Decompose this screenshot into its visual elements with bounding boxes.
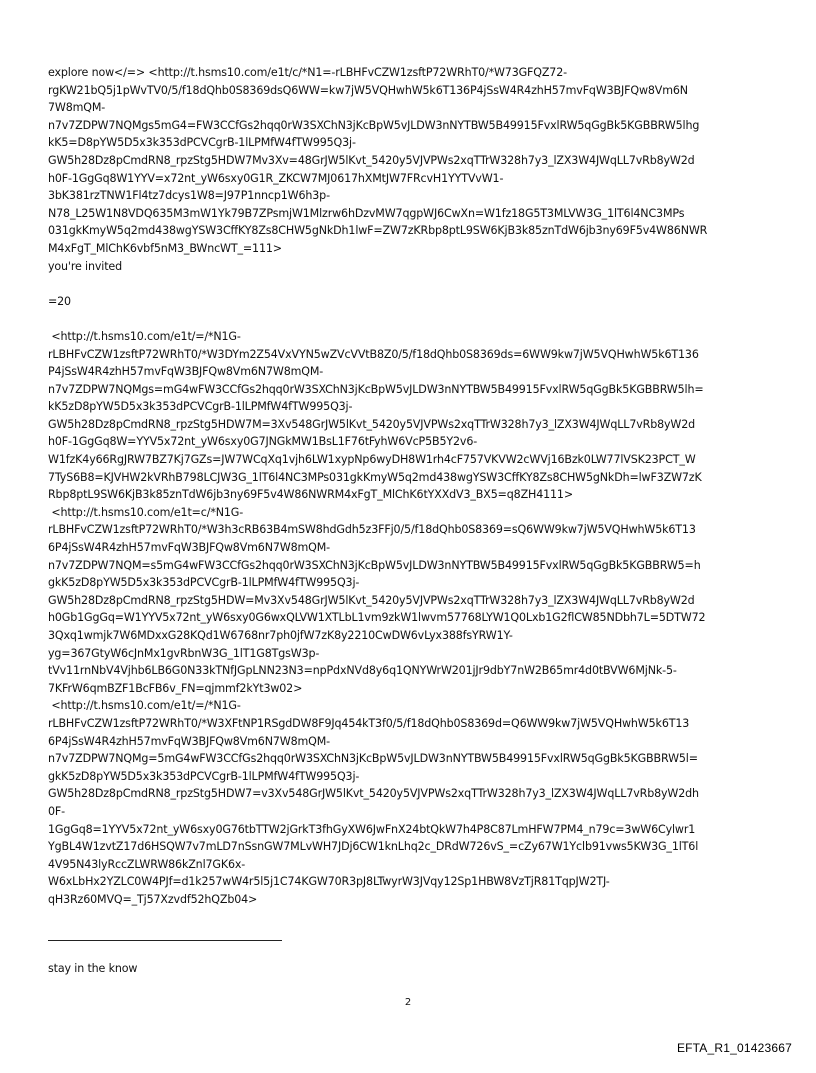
text-line: gkK5zD8pYW5D5x3k353dPCVCgrB-1lLPMfW4fTW995Q3j-: [48, 576, 360, 590]
blank-line: [48, 275, 772, 293]
text-line: 7KFrW6qmBZF1BcFB6v_FN=qjmmf2kYt3w02>: [48, 681, 303, 695]
text-line: 7TyS6B8=KJVHW2kVRhB798LCJW3G_1lT6l4NC3MPs031gkKmyW5q2md438wgYSW3CffKY8Zs8CHW5gNkDh=lwF3ZW7zK: [48, 470, 702, 484]
text-line: tVv11rnNbV4Vjhb6LB6G0N33kTNfJGpLNN23N3=npPdxNVd8y6q1QNYWrW201jJr9dbY7nW2B65mr4d0tBVW6MjNk-5-: [48, 664, 677, 678]
text-line: rLBHFvCZW1zsftP72WRhT0/*W3DYm2Z54VxVYN5wZVcVVtB8Z0/5/f18dQhb0S8369ds=6WW9kw7jW5VQHwhW5k6T136: [48, 347, 699, 361]
text-line: GW5h28Dz8pCmdRN8_rpzStg5HDW7Mv3Xv=48GrJW5lKvt_5420y5VJVPWs2xqTTrW328h7y3_lZX3W4JWqLL7vRb8yW2d: [48, 153, 695, 167]
bates-number: EFTA_R1_01423667: [676, 1041, 792, 1055]
text-line: h0F-1GgGq8W1YYV=x72nt_yW6sxy0G1R_ZKCW7MJ0617hXMtJW7FRcvH1YYTVvW1-: [48, 171, 504, 185]
footnote-separator: [48, 940, 282, 941]
text-line: GW5h28Dz8pCmdRN8_rpzStg5HDW=Mv3Xv548GrJW5lKvt_5420y5VJVPWs2xqTTrW328h7y3_lZX3W4JWqLL7vRb8yW2d: [48, 593, 695, 607]
text-line: rLBHFvCZW1zsftP72WRhT0/*W3XFtNP1RSgdDW8F9Jq454kT3f0/5/f18dQhb0S8369d=Q6WW9kw7jW5VQHwhW5k6T13: [48, 716, 690, 730]
text-line: you're invited: [48, 259, 122, 273]
text-line: rLBHFvCZW1zsftP72WRhT0/*W3h3cRB63B4mSW8hdGdh5z3FFj0/5/f18dQhb0S8369=sQ6WW9kw7jW5VQHwhW5k6T13: [48, 523, 696, 537]
text-line: n7v7ZDPW7NQM=s5mG4wFW3CCfGs2hqq0rW3SXChN3jKcBpW5vJLDW3nNYTBW5B49915FvxlRW5qGgBk5KGBBRW5=h: [48, 558, 701, 572]
text-line: <http://t.hsms10.com/e1t=c/*N1G-: [48, 505, 244, 519]
text-line: <http://t.hsms10.com/e1t/=/*N1G-: [48, 329, 241, 343]
text-line: 3bK381rzTNW1Fl4tz7dcys1W8=J97P1nncp1W6h3p-: [48, 189, 330, 203]
text-line: W1fzK4y66RgJRW7BZ7Kj7GZs=JW7WCqXq1vjh6LW1xypNp6wyDH8W1rh4cF757VKVW2cWVj16Bzk0LW77lVSK23PCT_W: [48, 453, 696, 467]
footnote-text: stay in the know: [48, 962, 138, 975]
text-line: kK5=D8pYW5D5x3k353dPCVCgrB-1lLPMfW4fTW995Q3j-: [48, 136, 356, 150]
text-line: GW5h28Dz8pCmdRN8_rpzStg5HDW7M=3Xv548GrJW5lKvt_5420y5VJVPWs2xqTTrW328h7y3_lZX3W4JWqLL7vRb8yW2d: [48, 417, 696, 431]
text-line: n7v7ZDPW7NQMgs5mG4=FW3CCfGs2hqq0rW3SXChN3jKcBpW5vJLDW3nNYTBW5B49915FvxlRW5qGgBk5KGBBRW5lhg: [48, 118, 700, 132]
text-line: N78_L25W1N8VDQ635M3mW1Yk79B7ZPsmjW1Mlzrw6hDzvMW7qgpWJ6CwXn=W1fz18G5T3MLVW3G_1lT6l4NC3MPs: [48, 206, 685, 220]
text-line: Rbp8ptL9SW6KjB3k85znTdW6jb3ny69F5v4W86NWRM4xFgT_MlChK6tYXXdV3_BX5=q8ZH4111>: [48, 488, 573, 502]
text-line: 6P4jSsW4R4zhH57mvFqW3BJFQw8Vm6N7W8mQM-: [48, 734, 331, 748]
text-line: W6xLbHx2YZLC0W4PJf=d1k257wW4r5l5j1C74KGW70R3pJ8LTwyrW3JVqy12Sp1HBW8VzTjR81TqpJW2TJ-: [48, 875, 610, 889]
text-line: =20: [48, 294, 71, 308]
text-line: n7v7ZDPW7NQMg=5mG4wFW3CCfGs2hqq0rW3SXChN3jKcBpW5vJLDW3nNYTBW5B49915FvxlRW5qGgBk5KGBBRW5l=: [48, 752, 698, 766]
text-line: 1GgGq8=1YYV5x72nt_yW6sxy0G76tbTTW2jGrkT3fhGyXW6JwFnX24btQkW7h4P8C87LmHFW7PM4_n79c=3wW6Cylwr1: [48, 822, 696, 836]
text-line: 0F-: [48, 804, 65, 818]
blank-line: [48, 310, 772, 328]
text-line: gkK5zD8pYW5D5x3k353dPCVCgrB-1lLPMfW4fTW995Q3j-: [48, 769, 360, 783]
page-number: 2: [404, 997, 412, 1008]
text-line: P4jSsW4R4zhH57mvFqW3BJFQw8Vm6N7W8mQM-: [48, 365, 324, 379]
text-line: yg=367GtyW6cJnMx1gvRbnW3G_1lT1G8TgsW3p-: [48, 646, 320, 660]
text-line: explore now</=> <http://t.hsms10.com/e1t/c/*N1=-rLBHFvCZW1zsftP72WRhT0/*W73GFQZ72-: [48, 66, 567, 79]
text-line: 4V95N43lyRccZLWRW86kZnl7GK6x-: [48, 857, 246, 871]
text-line: 7W8mQM-: [48, 101, 106, 115]
text-line: h0F-1GgGq8W=YYV5x72nt_yW6sxy0G7JNGkMW1BsL1F76tFyhW6VcP5B5Y2v6-: [48, 435, 478, 449]
text-line: GW5h28Dz8pCmdRN8_rpzStg5HDW7=v3Xv548GrJW5lKvt_5420y5VJVPWs2xqTTrW328h7y3_lZX3W4JWqLL7vRb8yW2dh: [48, 787, 699, 801]
text-line: kK5zD8pYW5D5x3k353dPCVCgrB-1lLPMfW4fTW995Q3j-: [48, 400, 353, 414]
text-line: 031gkKmyW5q2md438wgYSW3CffKY8Zs8CHW5gNkDh1lwF=ZW7zKRbp8ptL9SW6KjB3k85znTdW6jb3ny69F5v4W86NWR: [48, 224, 708, 238]
text-line: qH3Rz60MVQ=_Tj57Xzvdf52hQZb04>: [48, 892, 258, 906]
text-line: M4xFgT_MlChK6vbf5nM3_BWncWT_=111>: [48, 241, 282, 255]
text-line: 6P4jSsW4R4zhH57mvFqW3BJFQw8Vm6N7W8mQM-: [48, 541, 331, 555]
text-line: h0Gb1GgGq=W1YYV5x72nt_yW6sxy0G6wxQLVW1XTLbL1vm9zkW1lwvm57768LYW1Q0Lxb1G2flCW85NDbh7L=5DTW72: [48, 611, 706, 625]
text-line: 3Qxq1wmjk7W6MDxxG28KQd1W6768nr7ph0jfW7zK8y2210CwDW6vLyx388fsYRW1Y-: [48, 629, 513, 642]
text-line: <http://t.hsms10.com/e1t/=/*N1G-: [48, 699, 241, 713]
text-line: rgKW21bQ5j1pWvTV0/5/f18dQhb0S8369dsQ6WW=kw7jW5VQHwhW5k6T136P4jSsW4R4zhH57mvFqW3BJFQw8Vm6N: [48, 83, 688, 97]
text-line: n7v7ZDPW7NQMgs=mG4wFW3CCfGs2hqq0rW3SXChN3jKcBpW5vJLDW3nNYTBW5B49915FvxlRW5qGgBk5KGBBRW5lh=: [48, 382, 704, 396]
text-line: YgBL4W1zvtZ17d6HSQW7v7mLD7nSsnGW7MLvWH7JDj6CW1knLhq2c_DRdW726vS_=cZy67W1Yclb91vws5KW3G_1lT6l: [48, 840, 699, 854]
email-body-text: [48, 64, 772, 909]
